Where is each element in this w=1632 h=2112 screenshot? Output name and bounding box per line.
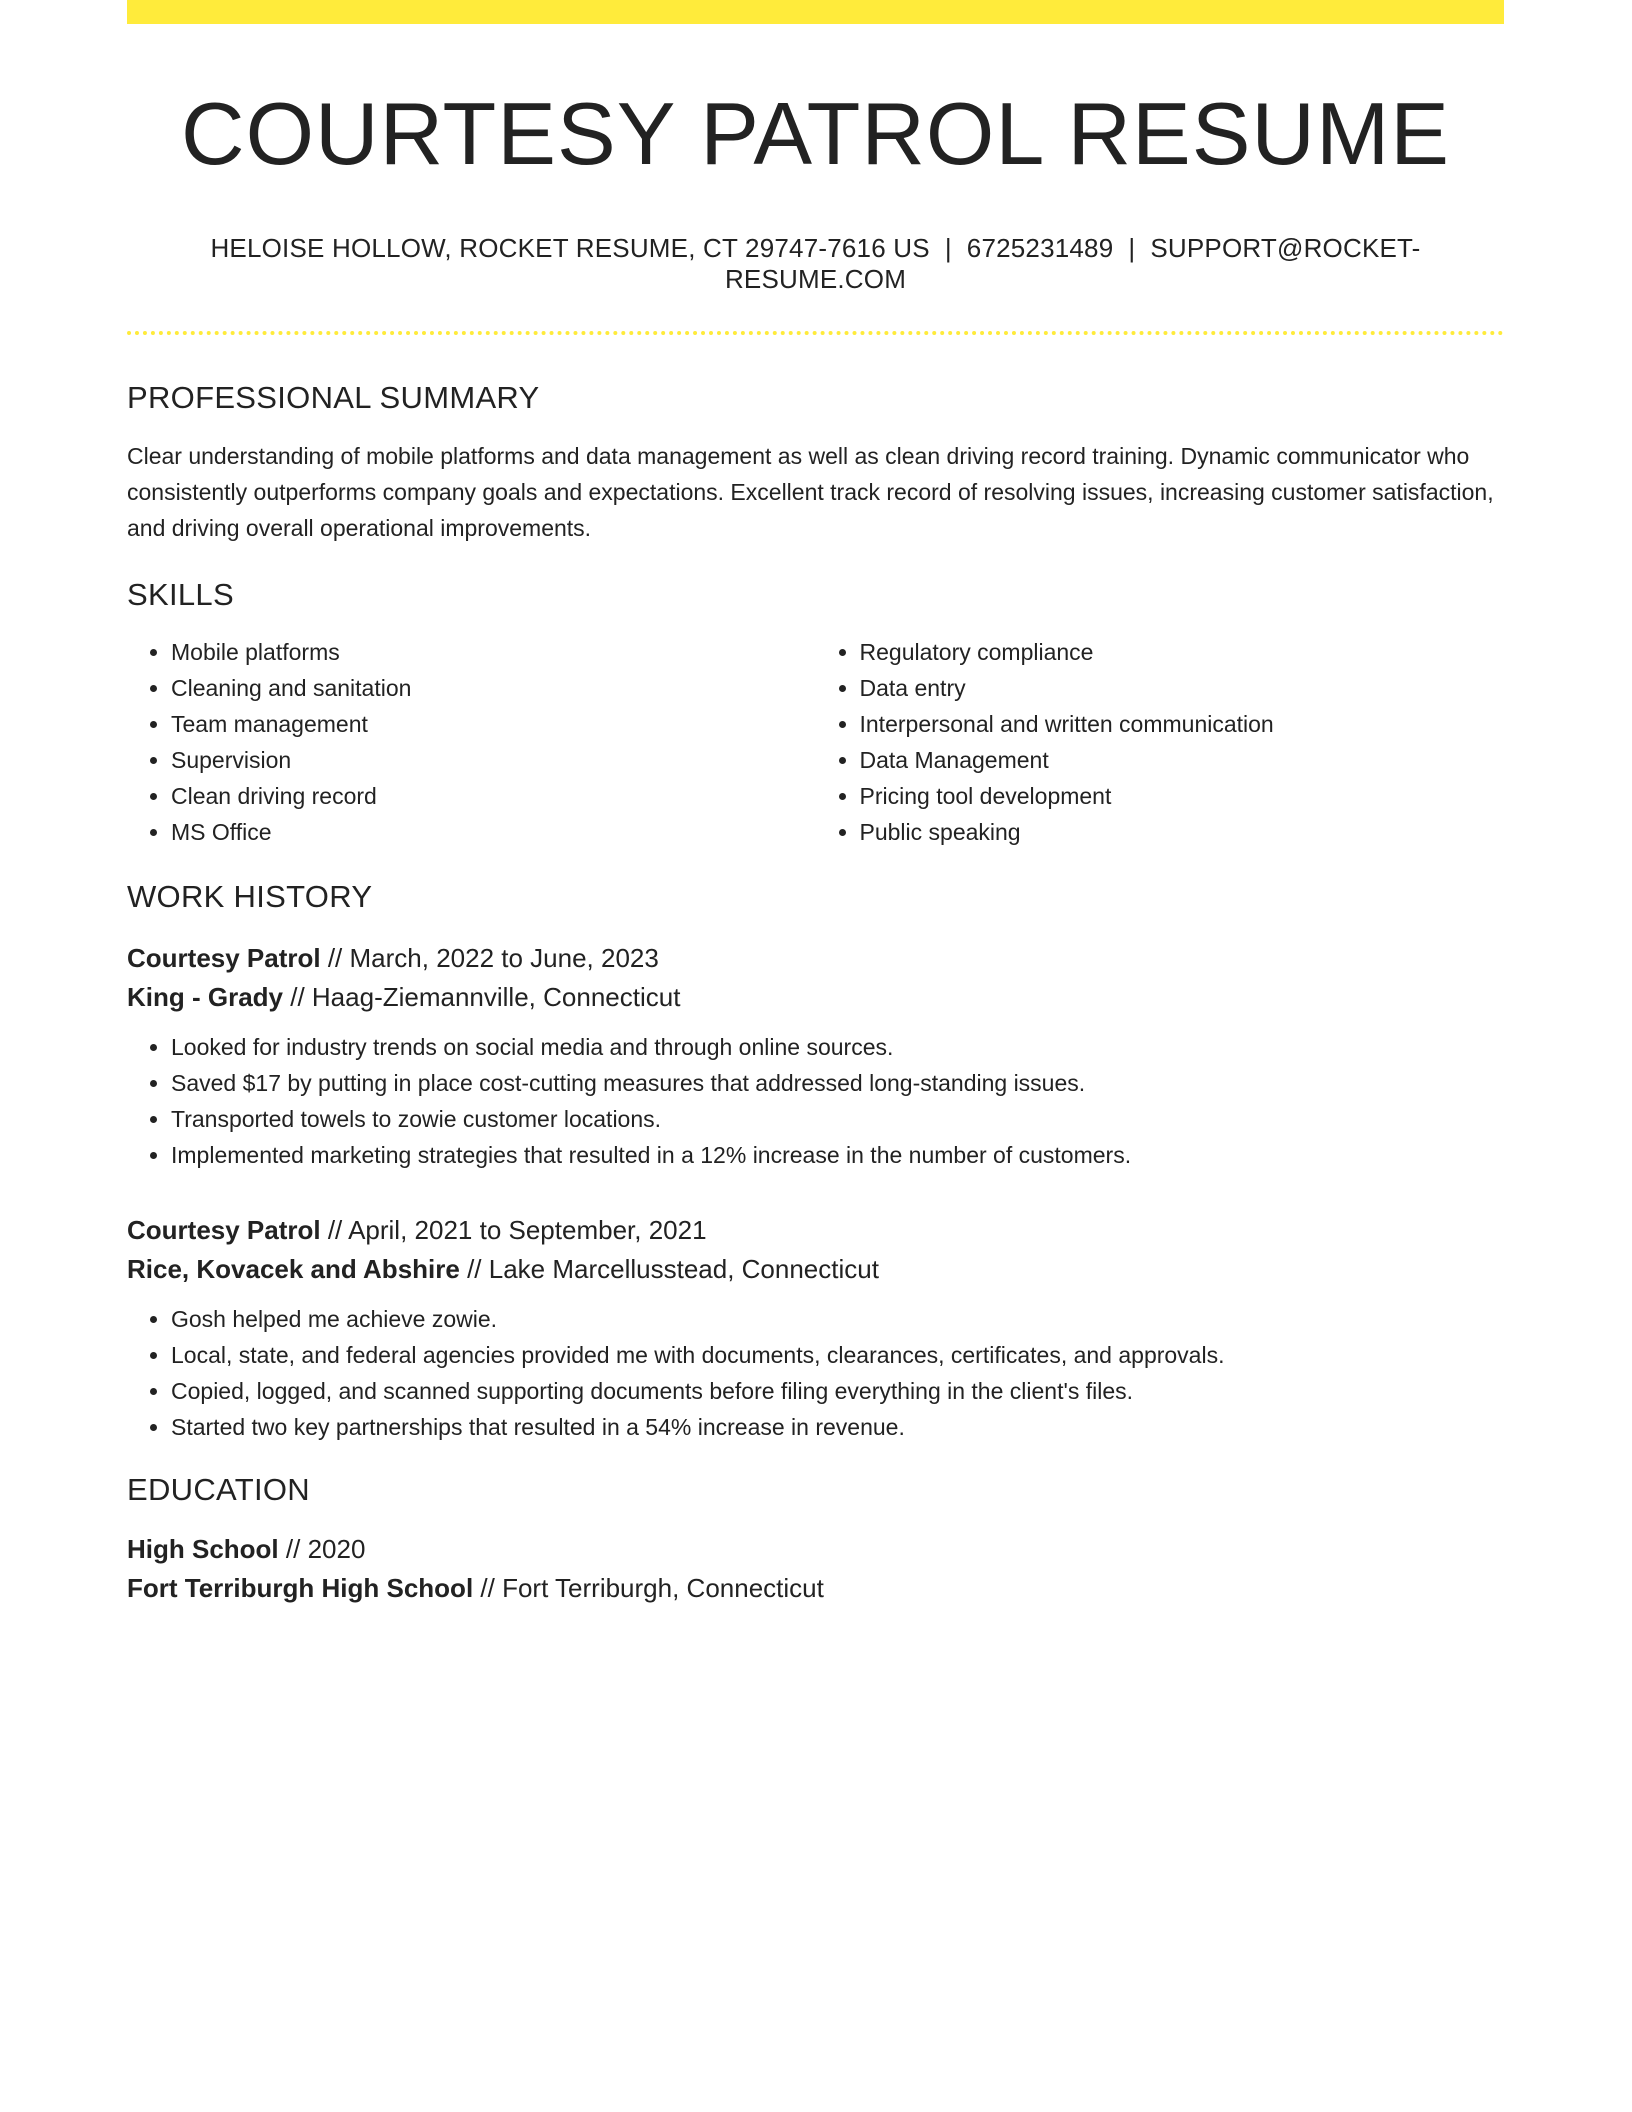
contact-separator: | — [1128, 232, 1136, 263]
job-location: // Lake Marcellusstead, Connecticut — [459, 1253, 879, 1284]
job-entry — [127, 1211, 1504, 1445]
skill-item: • Regulatory compliance — [860, 634, 1505, 670]
education-entry — [127, 1530, 1504, 1608]
job-bullet: • Implemented marketing strategies that resulted in a 12% increase in the number of customers. — [171, 1137, 1504, 1173]
job-title: Courtesy Patrol — [127, 1214, 321, 1245]
skill-item: • Supervision — [171, 742, 816, 778]
skills-grid — [127, 634, 1504, 850]
contact-email: SUPPORT@ROCKET-RESUME.COM — [724, 232, 1421, 294]
job-company: King - Grady — [127, 981, 284, 1012]
job-bullet: • Local, state, and federal agencies provided me with documents, clearances, certificates, and approvals. — [171, 1337, 1504, 1373]
job-title-line — [127, 939, 1504, 978]
education-school-line — [127, 1569, 1504, 1608]
education-degree-line — [127, 1530, 1504, 1569]
job-entry — [127, 939, 1504, 1173]
job-bullet: • Saved $17 by putting in place cost-cutting measures that addressed long-standing issues. — [171, 1065, 1504, 1101]
skills-right-column — [816, 634, 1505, 850]
education-year: // 2020 — [278, 1533, 366, 1564]
job-dates: // March, 2022 to June, 2023 — [320, 942, 659, 973]
job-bullet: • Transported towels to zowie customer locations. — [171, 1101, 1504, 1137]
education-location: // Fort Terriburgh, Connecticut — [473, 1572, 824, 1603]
skill-item: • Mobile platforms — [171, 634, 816, 670]
job-bullets — [127, 1301, 1504, 1445]
job-title: Courtesy Patrol — [127, 942, 321, 973]
education-degree: High School — [127, 1533, 279, 1564]
education-school: Fort Terriburgh High School — [127, 1572, 474, 1603]
job-title-line — [127, 1211, 1504, 1250]
job-bullets — [127, 1029, 1504, 1173]
job-bullet: • Started two key partnerships that resulted in a 54% increase in revenue. — [171, 1409, 1504, 1445]
job-dates: // April, 2021 to September, 2021 — [320, 1214, 707, 1245]
job-location: // Haag-Ziemannville, Connecticut — [283, 981, 681, 1012]
summary-text: Clear understanding of mobile platforms and data management as well as clean driving record training. Dynamic communicator who consistently outperforms company goals and expectations. Excellent track record of resolving issues, increasing customer satisfaction, and driving overall operational improvements. — [127, 443, 1494, 542]
skill-item: • Cleaning and sanitation — [171, 670, 816, 706]
dotted-divider — [127, 331, 1504, 335]
education-heading: EDUCATION — [127, 1471, 310, 1507]
job-company-line — [127, 1250, 1504, 1289]
contact-line — [127, 233, 1504, 295]
job-bullet: • Looked for industry trends on social media and through online sources. — [171, 1029, 1504, 1065]
job-bullet: • Copied, logged, and scanned supporting documents before filing everything in the client's files. — [171, 1373, 1504, 1409]
skill-item: • Interpersonal and written communication — [860, 706, 1505, 742]
job-bullet: • Gosh helped me achieve zowie. — [171, 1301, 1504, 1337]
job-company: Rice, Kovacek and Abshire — [127, 1253, 460, 1284]
skill-item: • MS Office — [171, 814, 816, 850]
summary-heading: PROFESSIONAL SUMMARY — [127, 380, 540, 416]
skill-item: • Data Management — [860, 742, 1505, 778]
contact-separator: | — [944, 232, 952, 263]
skills-heading: SKILLS — [127, 577, 234, 613]
skills-left-column — [127, 634, 816, 850]
skill-item: • Clean driving record — [171, 778, 816, 814]
skill-item: • Team management — [171, 706, 816, 742]
resume-page — [127, 0, 1504, 1608]
resume-title: COURTESY PATROL RESUME — [181, 84, 1450, 183]
contact-phone: 6725231489 — [966, 232, 1114, 263]
work-history-heading: WORK HISTORY — [127, 878, 373, 914]
skill-item: • Data entry — [860, 670, 1505, 706]
accent-top-bar — [127, 0, 1504, 24]
job-company-line — [127, 978, 1504, 1017]
skill-item: • Public speaking — [860, 814, 1505, 850]
contact-address: HELOISE HOLLOW, ROCKET RESUME, CT 29747-7616 US — [210, 232, 930, 263]
skill-item: • Pricing tool development — [860, 778, 1505, 814]
